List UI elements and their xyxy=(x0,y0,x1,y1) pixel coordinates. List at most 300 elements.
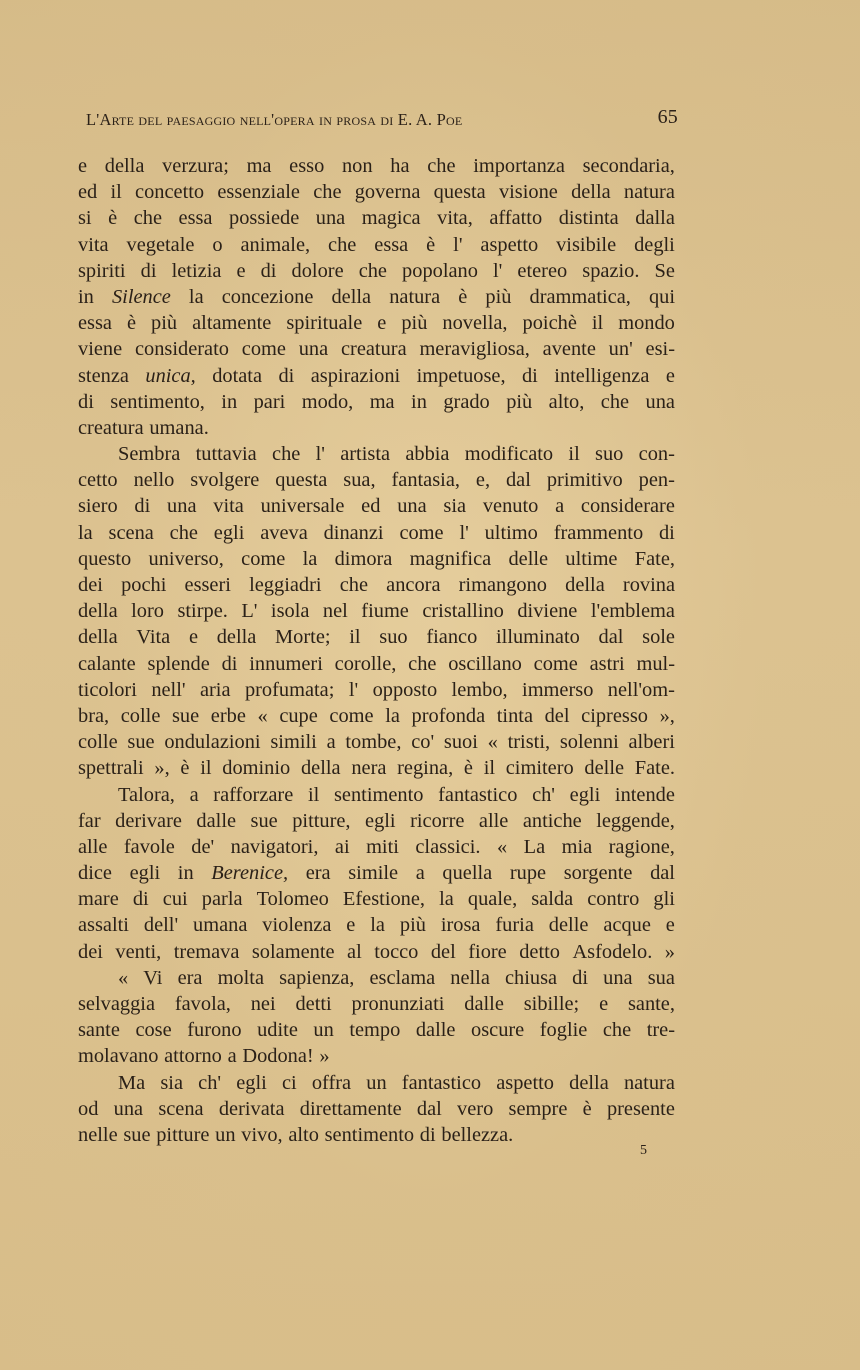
word: pochi xyxy=(121,574,167,596)
word: colle xyxy=(120,704,161,727)
word: chiusa xyxy=(504,966,558,989)
word: in xyxy=(177,862,194,885)
word: vita, xyxy=(437,207,473,230)
word: questa xyxy=(433,181,486,204)
word: », xyxy=(154,757,170,780)
word: Fate, xyxy=(634,547,675,570)
text-line xyxy=(78,1043,675,1069)
word: della xyxy=(104,155,145,177)
word: rimangono xyxy=(458,574,547,596)
word: erbe xyxy=(210,704,246,727)
word: de' xyxy=(191,835,215,858)
word: « xyxy=(257,704,268,727)
text-line xyxy=(78,651,675,677)
word: nel xyxy=(322,600,348,623)
word: ch' xyxy=(532,783,555,806)
word: vivo, xyxy=(241,1123,283,1146)
word: umana. xyxy=(149,416,209,439)
word: artista xyxy=(340,443,391,466)
word: l' xyxy=(453,233,463,256)
word: in xyxy=(78,285,94,308)
word: Ma xyxy=(118,1071,146,1094)
word: nell' xyxy=(151,678,186,701)
word: sentimento, xyxy=(110,390,205,413)
word: la xyxy=(302,547,318,570)
word: della xyxy=(569,1071,609,1094)
word: importanza xyxy=(473,155,565,177)
word: sante xyxy=(78,1019,120,1042)
word: molavano xyxy=(78,1045,159,1068)
word: del xyxy=(430,940,456,963)
word: visione xyxy=(498,181,558,204)
word: alberi xyxy=(628,731,675,754)
word: di xyxy=(419,1123,436,1146)
word: dimora xyxy=(334,547,393,570)
word: rafforzare xyxy=(213,783,294,806)
word: dei xyxy=(78,574,103,596)
word: Morte; xyxy=(275,626,331,649)
word: cui xyxy=(162,888,188,911)
word: ci xyxy=(281,1071,297,1094)
word: suo xyxy=(379,626,408,649)
word: è xyxy=(463,757,473,780)
text-line xyxy=(78,363,675,389)
word: governa xyxy=(354,181,421,204)
word: spazio. xyxy=(582,259,640,282)
word: popolano xyxy=(402,259,478,282)
word: della xyxy=(571,181,611,204)
text-line xyxy=(78,729,675,755)
word: loro xyxy=(131,600,164,623)
word: che xyxy=(600,390,630,413)
word: sole xyxy=(642,626,675,649)
word: letizia xyxy=(171,259,222,282)
word: ed xyxy=(361,495,381,518)
word: a xyxy=(227,1045,237,1068)
word: sue xyxy=(127,731,155,754)
word: rupe xyxy=(509,862,547,885)
word: scena xyxy=(108,521,154,544)
word: quale, xyxy=(467,888,518,911)
word: magica xyxy=(361,207,421,230)
word: universale xyxy=(260,495,345,518)
word: esso xyxy=(289,155,325,177)
word: fiore xyxy=(468,940,507,963)
word: è xyxy=(426,233,436,256)
word: si xyxy=(78,207,92,230)
word: più xyxy=(485,285,512,308)
word: cimitero xyxy=(505,757,574,780)
word: fianco xyxy=(426,626,478,649)
word: dell' xyxy=(143,914,179,937)
word: navigatori, xyxy=(230,835,319,858)
word: di xyxy=(78,390,94,413)
word: di xyxy=(658,521,675,544)
running-head xyxy=(86,106,678,132)
word: simili xyxy=(270,731,317,754)
word: vita xyxy=(78,233,109,256)
word: verzura; xyxy=(162,155,229,177)
word: pitture, xyxy=(292,809,351,832)
word: solenni xyxy=(559,731,619,754)
word: etereo xyxy=(517,259,568,282)
word: tempo xyxy=(349,1019,401,1042)
word: vegetale xyxy=(126,233,195,256)
word: spirituale xyxy=(286,312,363,335)
word: salda xyxy=(531,888,574,911)
word: egli xyxy=(365,809,396,832)
word: Efestione, xyxy=(342,888,426,911)
word: oscillano xyxy=(448,652,522,675)
word: vero xyxy=(457,1097,494,1120)
word: ticolori xyxy=(78,678,137,701)
word: dinanzi xyxy=(323,521,384,544)
word: sempre xyxy=(508,1097,568,1120)
word: tuttavia xyxy=(195,443,257,466)
word: cristallino xyxy=(422,600,504,623)
word: ondulazioni xyxy=(164,731,261,754)
word: selvaggia xyxy=(78,993,156,1015)
word: il xyxy=(483,757,496,780)
word: la xyxy=(439,888,454,911)
word: che xyxy=(602,1019,632,1042)
word: concetto xyxy=(135,181,205,204)
word: natura xyxy=(623,1071,675,1094)
word: era xyxy=(305,862,331,885)
text-line xyxy=(78,284,675,310)
text-line xyxy=(78,1096,675,1122)
word: violenza xyxy=(262,914,332,937)
word: dalle xyxy=(415,1019,456,1042)
word: dominio xyxy=(222,757,291,780)
word: essa xyxy=(374,233,409,256)
word: venti, xyxy=(115,940,162,963)
word: suo xyxy=(595,443,624,466)
text-line xyxy=(78,677,675,703)
word: era xyxy=(177,966,203,989)
word: aspetto xyxy=(480,233,539,256)
word: offra xyxy=(311,1071,352,1094)
word: svolgere xyxy=(190,469,260,492)
word: l' xyxy=(348,678,359,701)
word: dalla xyxy=(635,207,675,230)
word: leggiadri xyxy=(249,574,322,596)
word: della xyxy=(300,757,341,780)
word: più xyxy=(151,312,178,335)
word: una xyxy=(315,207,346,230)
word: la xyxy=(78,521,93,544)
word: impetuose, xyxy=(416,364,506,387)
word: pitture xyxy=(156,1123,210,1146)
word: dal xyxy=(416,1097,442,1120)
word: quella xyxy=(442,862,493,885)
word: più xyxy=(401,312,428,335)
word: detti xyxy=(295,993,332,1015)
word: egli xyxy=(213,521,245,544)
word: come xyxy=(399,521,444,544)
word: cose xyxy=(135,1019,172,1042)
word: affatto xyxy=(489,207,543,230)
word: opposto xyxy=(372,678,438,701)
word: animale, xyxy=(240,233,311,256)
word: fantastico xyxy=(438,783,518,806)
word: classici. xyxy=(415,835,481,858)
word: diviene xyxy=(517,600,578,623)
word: alto, xyxy=(548,390,585,413)
text-line xyxy=(78,965,675,991)
word: che xyxy=(339,574,369,596)
word: simile xyxy=(348,862,399,885)
word: sapienza, xyxy=(279,966,355,989)
word: Sembra xyxy=(118,443,181,466)
word: l' xyxy=(315,443,325,466)
word: tocco xyxy=(374,940,419,963)
word: che xyxy=(169,521,198,544)
text-line xyxy=(78,782,675,808)
word: sua xyxy=(647,966,675,989)
word: più xyxy=(506,390,533,413)
word: e xyxy=(78,155,88,177)
word: pronunziati xyxy=(351,993,445,1015)
word: derivare xyxy=(115,809,182,832)
text-line xyxy=(78,834,675,860)
word: ha xyxy=(390,155,410,177)
word: di xyxy=(572,966,589,989)
word: egli xyxy=(129,862,161,885)
word: la xyxy=(370,914,385,937)
text-line xyxy=(78,912,675,938)
word: astri xyxy=(589,652,625,675)
word: bra, xyxy=(78,704,110,727)
word: e, xyxy=(475,469,491,492)
word: cipresso xyxy=(581,704,648,727)
word: colle xyxy=(78,731,118,754)
word: creatura xyxy=(340,338,407,361)
word: sia xyxy=(160,1071,183,1094)
word: la xyxy=(188,285,204,308)
word: », xyxy=(659,704,675,727)
word: questa xyxy=(275,469,328,492)
word: la xyxy=(385,704,400,727)
word: dalle xyxy=(464,993,504,1015)
word: avente xyxy=(542,338,596,361)
word: un' xyxy=(608,338,633,361)
word: di xyxy=(132,888,149,911)
text-line xyxy=(78,1070,675,1096)
word: mondo xyxy=(618,312,675,335)
word: di xyxy=(260,259,277,282)
word: lembo, xyxy=(451,678,508,701)
word: nella xyxy=(450,966,490,989)
word: aria xyxy=(199,678,231,701)
word: co' xyxy=(411,731,435,754)
word: bellezza. xyxy=(441,1123,514,1146)
word: una xyxy=(113,1097,144,1120)
word: ma xyxy=(246,155,272,177)
word: della xyxy=(331,285,372,308)
word: questo xyxy=(78,547,132,570)
word: come xyxy=(241,547,286,570)
word: profumata; xyxy=(244,678,335,701)
word: a xyxy=(326,731,336,754)
text-line xyxy=(78,755,675,781)
word: abbia xyxy=(405,443,450,466)
word: esclama xyxy=(369,966,436,989)
word: egli xyxy=(236,1071,267,1094)
word: un xyxy=(366,1071,387,1094)
word: l' xyxy=(459,521,469,544)
word: ai xyxy=(334,835,350,858)
word: che xyxy=(133,207,162,230)
word: umana xyxy=(193,914,248,937)
word: della xyxy=(78,626,118,649)
text-line xyxy=(78,939,675,965)
word: dalle xyxy=(196,809,237,832)
word: e xyxy=(188,626,198,649)
word: e xyxy=(236,259,246,282)
word: fiume xyxy=(361,600,409,623)
word: l' xyxy=(493,259,503,282)
word: come xyxy=(329,704,374,727)
word: natura xyxy=(389,285,441,308)
text-line xyxy=(78,572,675,598)
word: viene xyxy=(78,338,123,361)
word: modificato xyxy=(464,443,554,466)
word: ricorre xyxy=(410,809,465,832)
word: ultimo xyxy=(484,521,538,544)
word: modo, xyxy=(301,390,354,413)
word: favole xyxy=(123,835,175,858)
word: vita xyxy=(213,495,244,518)
word: sentimento xyxy=(324,1123,415,1146)
word: creatura xyxy=(78,416,144,439)
word: Fate. xyxy=(634,757,675,780)
word: siero xyxy=(78,495,118,518)
word: parla xyxy=(201,888,243,911)
word: in xyxy=(411,390,427,413)
text-line xyxy=(78,415,675,441)
word: stirpe. xyxy=(177,600,228,623)
word: il xyxy=(349,626,361,649)
word: il xyxy=(591,312,604,335)
word: aspetto xyxy=(496,1071,554,1094)
word: sante, xyxy=(627,993,675,1015)
word: una xyxy=(397,495,427,518)
word: a xyxy=(415,862,425,885)
text-line xyxy=(78,1017,675,1043)
word: sua, xyxy=(343,469,376,492)
word: che xyxy=(272,443,301,466)
word: e xyxy=(665,364,675,387)
word: acque xyxy=(603,914,651,937)
word: aveva xyxy=(260,521,308,544)
word: derivata xyxy=(218,1097,285,1120)
word: isola xyxy=(270,600,310,623)
word: profonda xyxy=(411,704,486,727)
word: Tolomeo xyxy=(256,888,329,911)
word: sentimento xyxy=(333,783,424,806)
word: sibille; xyxy=(523,993,580,1015)
word: nello xyxy=(133,469,175,492)
word: di xyxy=(134,495,151,518)
word: sorgente xyxy=(563,862,633,885)
word: natura xyxy=(623,181,675,204)
word: irosa xyxy=(440,914,481,937)
word: dice xyxy=(78,862,112,885)
word: è xyxy=(180,757,190,780)
word: altamente xyxy=(192,312,272,335)
word: delle xyxy=(584,757,625,780)
word: che xyxy=(313,181,342,204)
word: meravigliosa, xyxy=(419,338,530,361)
word: poichè xyxy=(522,312,577,335)
word: del xyxy=(544,704,570,727)
word: spettrali xyxy=(78,757,144,780)
word: che xyxy=(328,233,357,256)
word: sue xyxy=(172,704,200,727)
word: dal xyxy=(650,862,675,885)
word: secondaria, xyxy=(582,155,675,177)
word: che xyxy=(427,155,456,177)
word: un xyxy=(215,1123,236,1146)
word: « xyxy=(118,966,129,989)
word: tristi, xyxy=(507,731,551,754)
word: considerato xyxy=(134,338,229,361)
word: mul- xyxy=(636,652,675,675)
word: mare xyxy=(78,888,119,911)
word: il xyxy=(110,181,122,204)
word: frammento xyxy=(553,521,644,544)
word: magnifica xyxy=(409,547,492,570)
word: nera xyxy=(351,757,387,780)
word: direttamente xyxy=(299,1097,402,1120)
word: immerso xyxy=(522,678,594,701)
word: è xyxy=(458,285,468,308)
word: al xyxy=(347,940,362,963)
word: molta xyxy=(217,966,264,989)
word: in xyxy=(221,390,238,413)
word: novella, xyxy=(442,312,508,335)
word: pari xyxy=(253,390,286,413)
word: alle xyxy=(78,835,108,858)
text-line xyxy=(78,546,675,572)
word: favola, xyxy=(174,993,231,1015)
word: tinta xyxy=(496,704,533,727)
word: Se xyxy=(654,259,675,282)
word: fantastico xyxy=(401,1071,482,1094)
body-text xyxy=(78,153,675,1148)
word: sue xyxy=(123,1123,151,1146)
word: solamente xyxy=(251,940,335,963)
word: visibile xyxy=(556,233,617,256)
word: delle xyxy=(548,914,589,937)
text-line xyxy=(78,310,675,336)
word: è xyxy=(126,312,137,335)
word: scena xyxy=(158,1097,204,1120)
word: venuto xyxy=(482,495,539,518)
text-line xyxy=(78,205,675,231)
word: tombe, xyxy=(345,731,402,754)
word: contro xyxy=(587,888,640,911)
word: far xyxy=(78,809,101,832)
word: ch' xyxy=(198,1071,222,1094)
word: dotata xyxy=(212,364,263,387)
word: con- xyxy=(638,443,675,466)
word: drammatica, xyxy=(529,285,631,308)
word: è xyxy=(108,207,118,230)
word: una xyxy=(645,390,675,413)
word: della xyxy=(216,626,257,649)
